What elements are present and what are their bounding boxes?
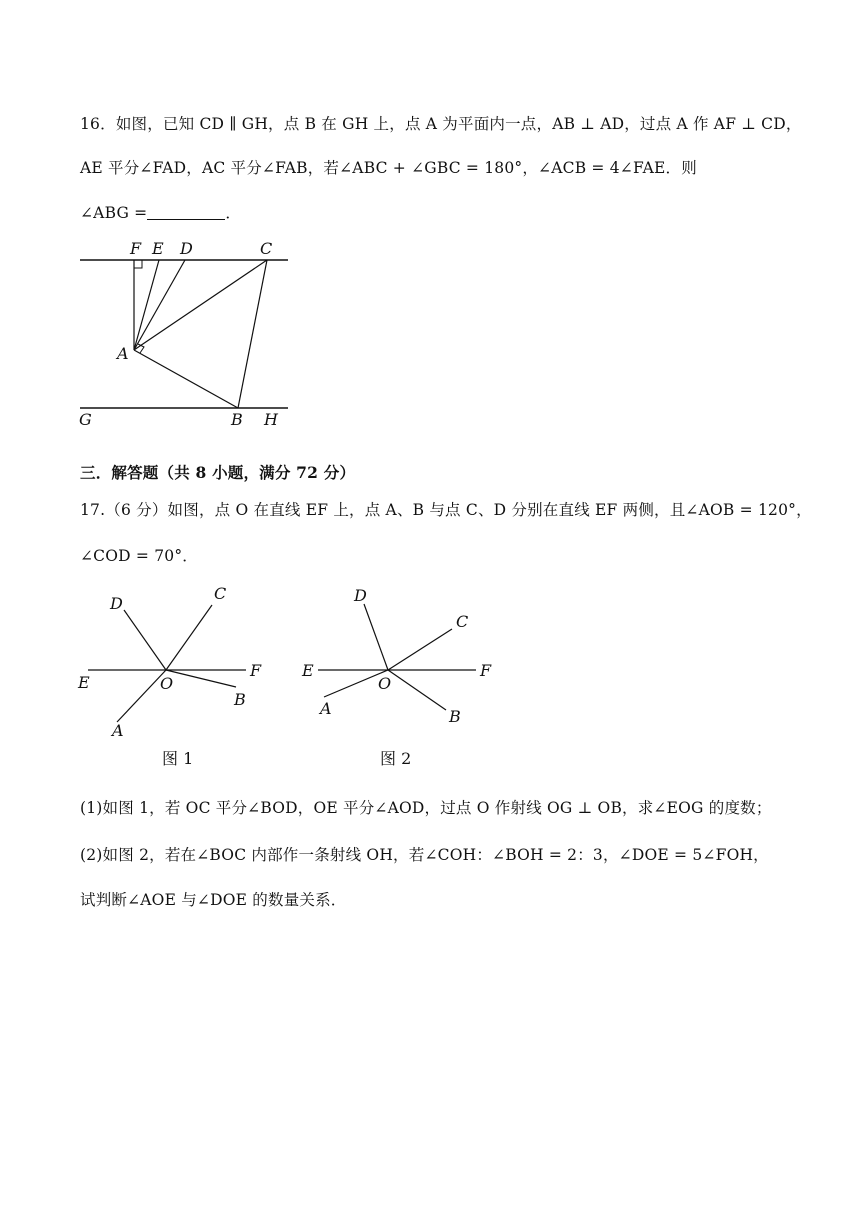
fig1-label-a: A — [112, 721, 124, 740]
fig2-label-f: F — [480, 661, 492, 680]
fig2-label-a: A — [320, 699, 332, 718]
label-d: D — [180, 239, 193, 258]
fig2-caption: 图 2 — [380, 749, 412, 768]
fig1-label-e: E — [78, 673, 90, 692]
label-b: B — [231, 410, 243, 429]
fig2-label-o: O — [378, 674, 392, 693]
label-g: G — [79, 410, 92, 429]
fig1-label-b: B — [234, 690, 246, 709]
fig1-ray-od — [124, 610, 166, 670]
right-angle-f — [134, 260, 142, 268]
section-title: 三．解答题（共 8 小题，满分 72 分） — [80, 463, 356, 482]
fig2-ray-od — [364, 604, 388, 670]
label-c: C — [260, 239, 273, 258]
label-e: E — [152, 239, 164, 258]
label-a: A — [117, 344, 129, 363]
q17-line1: 17.（6 分）如图，点 O 在直线 EF 上，点 A、B 与点 C、D 分别在直线 EF 两侧，且∠AOB = 120°， — [80, 501, 812, 519]
segment-ac — [134, 260, 267, 350]
fig1-ray-oa — [117, 670, 166, 722]
label-h: H — [264, 410, 278, 429]
fig1-label-f: F — [250, 661, 262, 680]
q17-line2: ∠COD = 70°． — [80, 547, 198, 565]
fig1-label-c: C — [214, 584, 227, 603]
q17-figure-2 — [296, 582, 506, 772]
segment-ab — [134, 350, 238, 408]
fig2-label-c: C — [456, 612, 469, 631]
segment-cb — [238, 260, 267, 408]
fig1-ray-ob — [166, 670, 236, 687]
fig2-label-d: D — [354, 586, 367, 605]
right-angle-a — [138, 344, 144, 353]
q17-part2-line2: 试判断∠AOE 与∠DOE 的数量关系． — [80, 891, 347, 909]
q16-line2: AE 平分∠FAD，AC 平分∠FAB，若∠ABC + ∠GBC = 180°，∠ACB = 4∠FAE．则 — [80, 159, 697, 177]
fig1-label-d: D — [110, 594, 123, 613]
q17-figure-1 — [74, 582, 274, 772]
q16-answer-suffix: ． — [225, 204, 242, 222]
fig2-label-e: E — [302, 661, 314, 680]
fig1-label-o: O — [160, 674, 174, 693]
fig2-label-b: B — [449, 707, 461, 726]
fig1-caption: 图 1 — [162, 749, 194, 768]
q16-figure — [70, 232, 310, 432]
answer-blank[interactable] — [147, 205, 225, 220]
segment-ae — [134, 260, 159, 350]
segment-ad — [134, 260, 185, 350]
q17-part1: (1)如图 1，若 OC 平分∠BOD，OE 平分∠AOD，过点 O 作射线 OG ⊥ OB，求∠EOG 的度数； — [80, 799, 772, 817]
q16-answer-prefix: ∠ABG = — [80, 204, 148, 222]
q17-part2-line1: (2)如图 2，若在∠BOC 内部作一条射线 OH，若∠COH：∠BOH = 2：3，∠DOE = 5∠FOH， — [80, 846, 769, 864]
label-f: F — [130, 239, 142, 258]
fig2-ray-oc — [388, 629, 452, 670]
q16-line1: 16．如图，已知 CD ∥ GH，点 B 在 GH 上，点 A 为平面内一点，AB ⊥ AD，过点 A 作 AF ⊥ CD， — [80, 115, 802, 133]
q16-line3 — [80, 201, 241, 223]
fig2-ray-ob — [388, 670, 446, 710]
fig1-ray-oc — [166, 605, 212, 670]
